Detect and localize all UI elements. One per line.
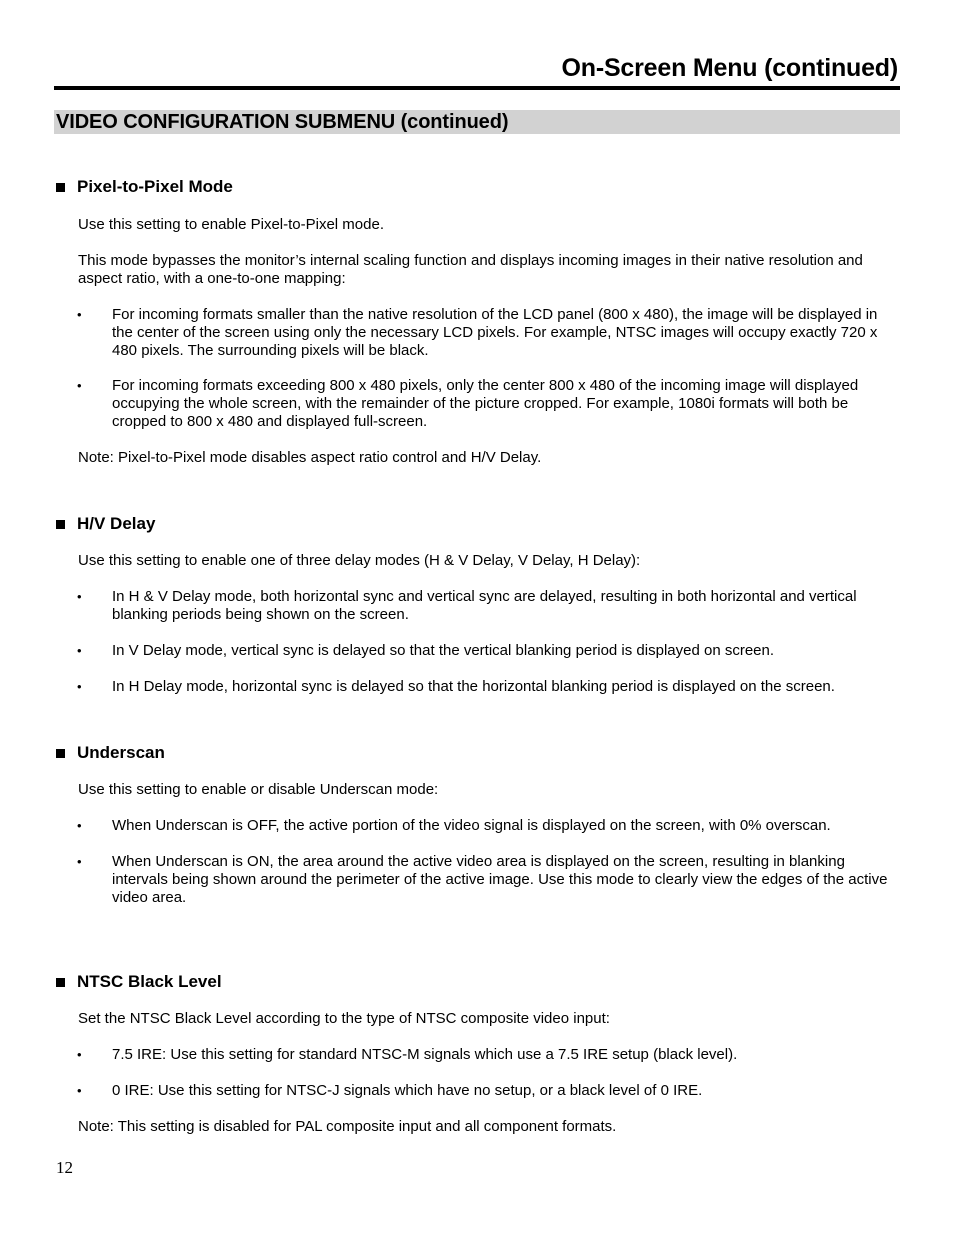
ntsc-black-level-heading: [56, 972, 222, 992]
underscan-bullet-2: When Underscan is ON, the area around the active video area is displayed on the screen, resulting in blanking intervals being shown around the perimeter of the active image. Use this mode to clearly view the edges of the active video area.: [112, 853, 888, 906]
bullet-dot: •: [77, 307, 82, 322]
pixel-to-pixel-heading: [56, 177, 233, 197]
underscan-heading: [56, 743, 165, 763]
bullet-dot: •: [77, 1083, 82, 1098]
ntsc-black-level-heading-text: NTSC Black Level: [77, 972, 222, 991]
hv-delay-bullet-3: In H Delay mode, horizontal sync is delayed so that the horizontal blanking period is displayed on the screen.: [112, 678, 835, 695]
square-bullet-icon: [56, 183, 65, 192]
pixel-to-pixel-note: Note: Pixel-to-Pixel mode disables aspect ratio control and H/V Delay.: [78, 449, 542, 466]
hv-delay-bullet-2: In V Delay mode, vertical sync is delayed so that the vertical blanking period is displayed on screen.: [112, 642, 775, 659]
square-bullet-icon: [56, 520, 65, 529]
page-number: 12: [56, 1158, 73, 1177]
hv-delay-intro: Use this setting to enable one of three delay modes (H & V Delay, V Delay, H Delay):: [78, 552, 641, 569]
hv-delay-heading: [56, 514, 155, 534]
hv-delay-bullet-1: In H & V Delay mode, both horizontal sync and vertical sync are delayed, resulting in both horizontal and vertical blanking periods being shown on the screen.: [112, 588, 857, 623]
pixel-to-pixel-bullet-2: For incoming formats exceeding 800 x 480 pixels, only the center 800 x 480 of the incoming image will displayed occupying the whole screen, with the remainder of the picture cropped. For example, 1080i formats will both be cropped to 800 x 480 and displayed full-screen.: [112, 377, 859, 430]
hv-delay-heading-text: H/V Delay: [77, 514, 156, 533]
bullet-dot: •: [77, 818, 82, 833]
bullet-dot: •: [77, 378, 82, 393]
ntsc-note: Note: This setting is disabled for PAL composite input and all component formats.: [78, 1118, 617, 1135]
underscan-heading-text: Underscan: [77, 743, 165, 762]
header-divider: [54, 86, 900, 90]
bullet-dot: •: [77, 854, 82, 869]
section-title-bar: [54, 110, 900, 134]
square-bullet-icon: [56, 978, 65, 987]
square-bullet-icon: [56, 749, 65, 758]
underscan-bullet-1: When Underscan is OFF, the active portion of the video signal is displayed on the screen, with 0% overscan.: [112, 817, 831, 834]
ntsc-intro: Set the NTSC Black Level according to the type of NTSC composite video input:: [78, 1010, 610, 1027]
pixel-to-pixel-bullet-1: For incoming formats smaller than the native resolution of the LCD panel (800 x 480), the image will be displayed in the center of the screen using only the necessary LCD pixels. For example, NTSC images will occupy exactly 720 x 480 pixels. The surrounding pixels will be black.: [112, 306, 878, 359]
ntsc-bullet-2: 0 IRE: Use this setting for NTSC-J signals which have no setup, or a black level of 0 IRE.: [112, 1082, 703, 1099]
pixel-to-pixel-intro: Use this setting to enable Pixel-to-Pixel mode.: [78, 216, 384, 233]
underscan-intro: Use this setting to enable or disable Underscan mode:: [78, 781, 439, 798]
bullet-dot: •: [77, 1047, 82, 1062]
pixel-to-pixel-description: This mode bypasses the monitor’s internal scaling function and displays incoming images in their native resolution and aspect ratio, with a one-to-one mapping:: [78, 252, 863, 287]
ntsc-bullet-1: 7.5 IRE: Use this setting for standard NTSC-M signals which use a 7.5 IRE setup (black level).: [112, 1046, 738, 1063]
pixel-to-pixel-heading-text: Pixel-to-Pixel Mode: [77, 177, 233, 196]
bullet-dot: •: [77, 643, 82, 658]
bullet-dot: •: [77, 679, 82, 694]
section-title: VIDEO CONFIGURATION SUBMENU (continued): [56, 111, 509, 133]
page-header-title: On-Screen Menu (continued): [561, 54, 898, 82]
bullet-dot: •: [77, 589, 82, 604]
